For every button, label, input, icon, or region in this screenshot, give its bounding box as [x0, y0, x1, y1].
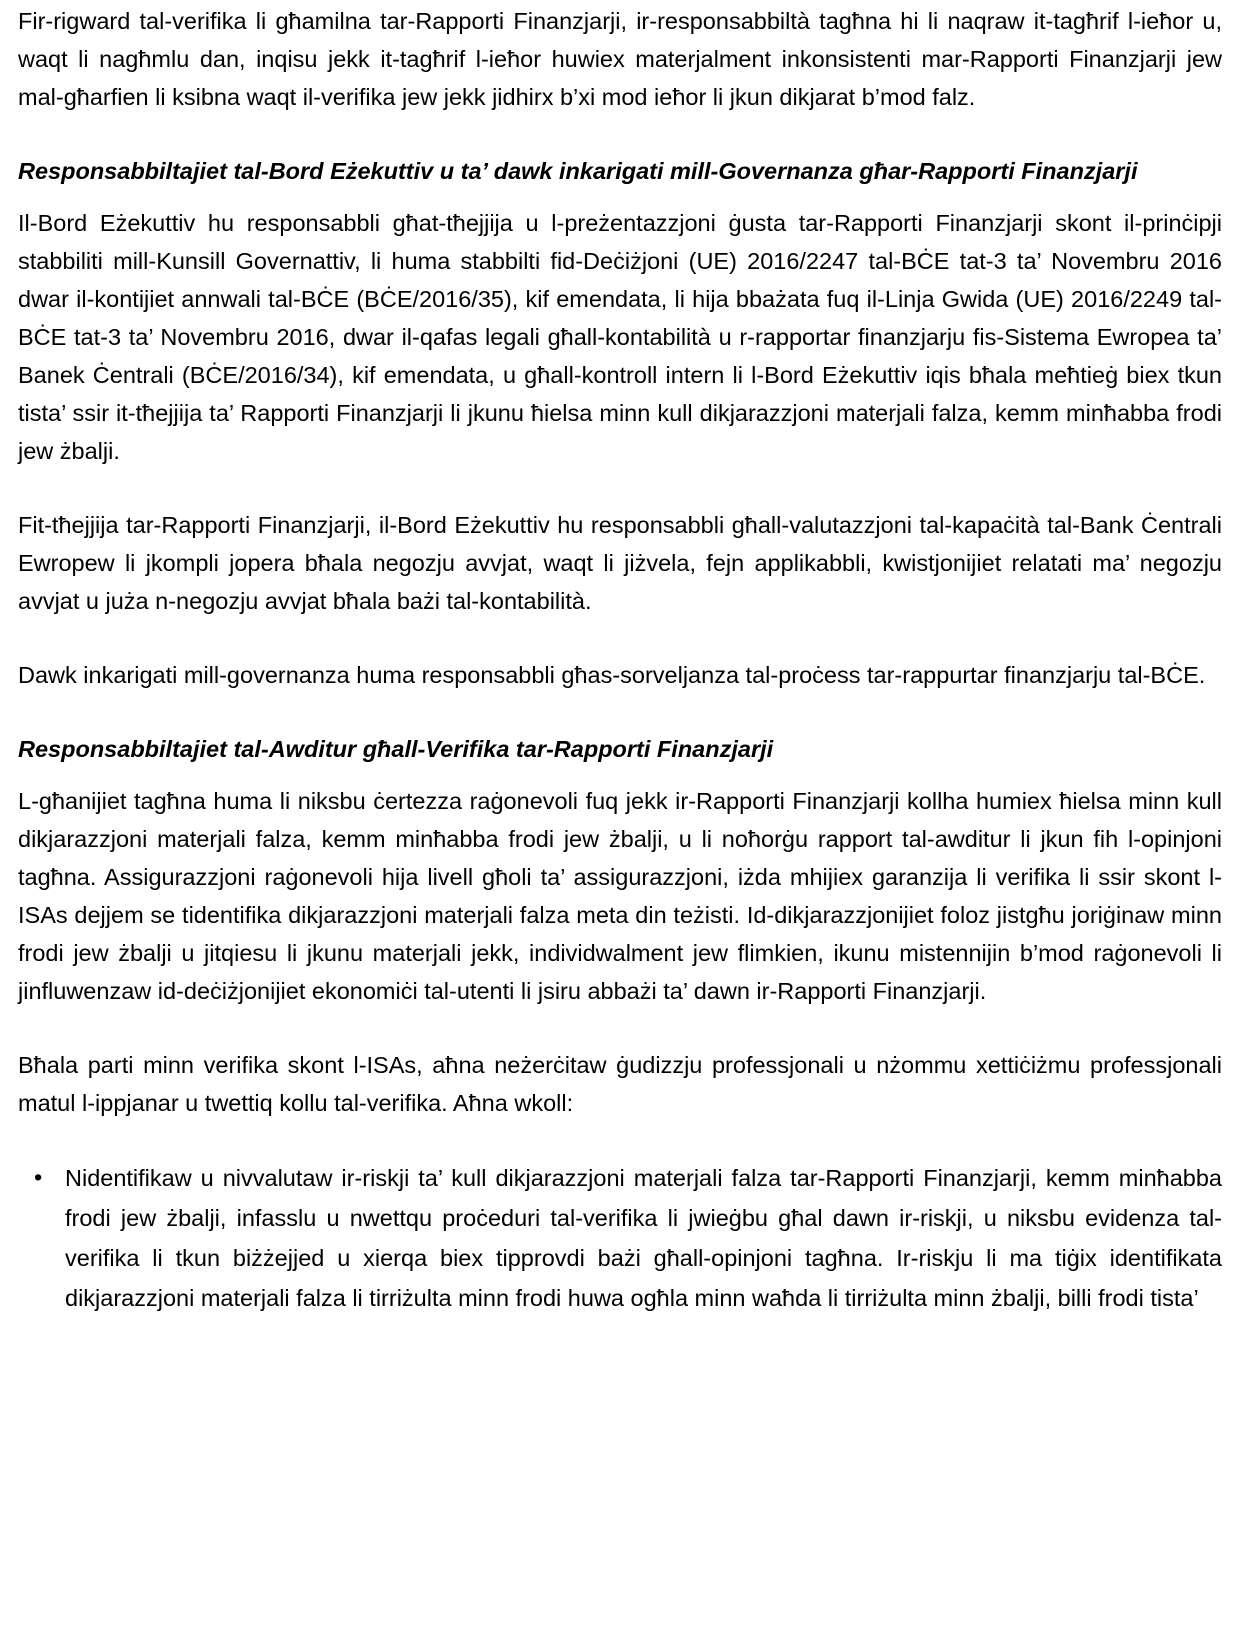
heading-executive-board-responsibilities: Responsabbiltajiet tal-Bord Eżekuttiv u ta’ dawk inkarigati mill-Governanza għar-Rapporti Finanzjarji	[18, 158, 1138, 184]
paragraph-other-information-responsibility: Fir-rigward tal-verifika li għamilna tar-Rapporti Finanzjarji, ir-responsabbiltà tagħna hi li naqraw it-tagħrif l-ieħor u, waqt li nagħmlu dan, inqisu jekk it-tagħrif l-ieħor huwiex materjalment inkonsistenti mar-Rapporti Finanzjarji jew mal-għarfien li ksibna waqt il-verifika jew jekk jidhirx b’xi mod ieħor li jkun dikjarat b’mod falz.	[18, 8, 1222, 110]
bullet-list	[18, 1158, 1222, 1318]
bullet-item-identify-risks	[18, 1158, 1222, 1318]
paragraph-professional-judgement: Bħala parti minn verifika skont l-ISAs, aħna neżerċitaw ġudizzju professjonali u nżommu xettiċiżmu professjonali matul l-ippjanar u twettiq kollu tal-verifika. Aħna wkoll:	[18, 1052, 1222, 1116]
bullet-icon: •	[34, 1164, 43, 1190]
paragraph-executive-board-preparation: Il-Bord Eżekuttiv hu responsabbli għat-tħejjija u l-preżentazzjoni ġusta tar-Rapporti Finanzjarji skont il-prinċipji stabbiliti mill-Kunsill Governattiv, li huma stabbilti fid-Deċiżjoni (UE) 2016/2247 tal-BĊE tat-3 ta’ Novembru 2016 dwar il-kontijiet annwali tal-BĊE (BĊE/2016/35), kif emendata, li hija bbażata fuq il-Linja Gwida (UE) 2016/2249 tal-BĊE tat-3 ta’ Novembru 2016, dwar il-qafas legali għall-kontabilità u r-rapportar finanzjarju fis-Sistema Ewropea ta’ Banek Ċentrali (BĊE/2016/34), kif emendata, u għall-kontroll intern li l-Bord Eżekuttiv iqis bħala meħtieġ biex tkun tista’ ssir it-tħejjija ta’ Rapporti Finanzjarji li jkunu ħielsa minn kull dikjarazzjoni materjali falza, kemm minħabba frodi jew żbalji.	[18, 210, 1222, 464]
bullet-item-text: Nidentifikaw u nivvalutaw ir-riskji ta’ kull dikjarazzjoni materjali falza tar-Rapporti Finanzjarji, kemm minħabba frodi jew żbalji, infasslu u nwettqu proċeduri tal-verifika li jwieġbu għal dawn ir-riskji, u niksbu evidenza tal-verifika li tkun biżżejjed u xierqa biex tipprovdi bażi għall-opinjoni tagħna. Ir-riskju li ma tiġix identifikata dikjarazzjoni materjali falza li tirriżulta minn frodi huwa ogħla minn waħda li tirriżulta minn żbalji, billi frodi tista’	[65, 1165, 1222, 1311]
heading-auditor-responsibilities: Responsabbiltajiet tal-Awditur għall-Verifika tar-Rapporti Finanzjarji	[18, 736, 774, 762]
paragraph-going-concern-assessment: Fit-tħejjija tar-Rapporti Finanzjarji, il-Bord Eżekuttiv hu responsabbli għall-valutazzjoni tal-kapaċità tal-Bank Ċentrali Ewropew li jkompli jopera bħala negozju avvjat, waqt li jiżvela, fejn applikabbli, kwistjonijiet relatati ma’ negozju avvjat u juża n-negozju avvjat bħala bażi tal-kontabilità.	[18, 512, 1222, 614]
paragraph-auditor-objectives: L-għanijiet tagħna huma li niksbu ċertezza raġonevoli fuq jekk ir-Rapporti Finanzjarji kollha humiex ħielsa minn kull dikjarazzjoni materjali falza, kemm minħabba frodi jew żbalji, u li noħorġu rapport tal-awditur li jkun fih l-opinjoni tagħna. Assigurazzjoni raġonevoli hija livell għoli ta’ assigurazzjoni, iżda mhijiex garanzija li verifika li ssir skont l-ISAs dejjem se tidentifika dikjarazzjoni materjali falza meta din teżisti. Id-dikjarazzjonijiet foloz jistgħu joriġinaw minn frodi jew żbalji u jitqiesu li jkunu materjali jekk, individwalment jew flimkien, ikunu mistennijin b’mod raġonevoli li jinfluwenzaw id-deċiżjonijiet ekonomiċi tal-utenti li jsiru abbażi ta’ dawn ir-Rapporti Finanzjarji.	[18, 788, 1222, 1004]
paragraph-governance-oversight: Dawk inkarigati mill-governanza huma responsabbli għas-sorveljanza tal-proċess tar-rappurtar finanzjarju tal-BĊE.	[18, 662, 1206, 688]
